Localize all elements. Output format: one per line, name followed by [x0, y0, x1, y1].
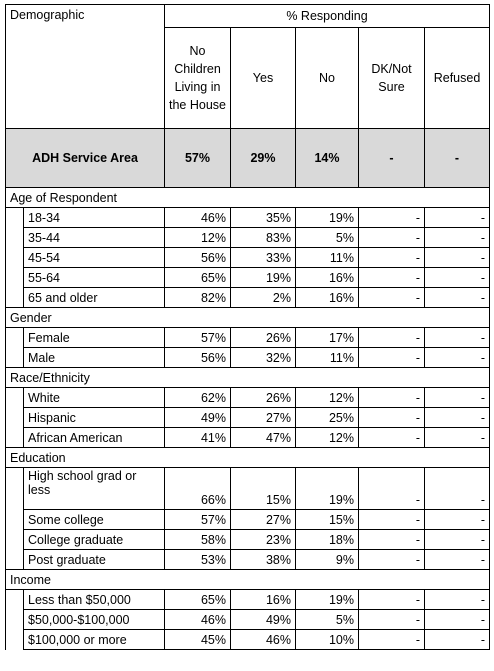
row-value: 16% [231, 590, 296, 610]
service-area-row [6, 129, 490, 188]
table-row [6, 428, 490, 448]
section-title: Gender [6, 308, 490, 328]
row-value: 12% [296, 428, 359, 448]
indent-cell [6, 248, 24, 268]
service-area-value: - [425, 129, 490, 188]
row-label: Some college [24, 510, 165, 530]
row-value: 27% [231, 510, 296, 530]
row-value: 56% [165, 348, 231, 368]
row-value: - [425, 630, 490, 650]
row-value: 19% [296, 208, 359, 228]
row-value: 82% [165, 288, 231, 308]
row-value: 66% [165, 468, 231, 510]
row-value: 12% [165, 228, 231, 248]
row-value: - [359, 550, 425, 570]
row-value: - [359, 530, 425, 550]
row-value: - [359, 590, 425, 610]
row-value: - [425, 348, 490, 368]
table-row [6, 468, 490, 510]
section-header-row [6, 448, 490, 468]
indent-cell [6, 510, 24, 530]
row-value: 15% [296, 510, 359, 530]
row-value: 18% [296, 530, 359, 550]
row-value: - [359, 208, 425, 228]
row-value: - [425, 550, 490, 570]
row-value: - [425, 228, 490, 248]
row-value: - [359, 610, 425, 630]
row-value: - [425, 610, 490, 630]
row-value: 25% [296, 408, 359, 428]
row-value: - [425, 590, 490, 610]
row-value: - [425, 208, 490, 228]
row-value: 15% [231, 468, 296, 510]
row-value: 83% [231, 228, 296, 248]
section-title: Education [6, 448, 490, 468]
row-label: 55-64 [24, 268, 165, 288]
row-label: 18-34 [24, 208, 165, 228]
row-label: White [24, 388, 165, 408]
row-value: 19% [231, 268, 296, 288]
section-header-row [6, 188, 490, 208]
row-value: - [425, 530, 490, 550]
row-value: 53% [165, 550, 231, 570]
row-value: 11% [296, 248, 359, 268]
table-row [6, 248, 490, 268]
table-row [6, 228, 490, 248]
row-value: - [359, 630, 425, 650]
table-row [6, 408, 490, 428]
row-label: High school grad or less [24, 468, 165, 510]
row-value: 38% [231, 550, 296, 570]
table-row [6, 630, 490, 650]
section-header-row [6, 368, 490, 388]
row-value: 46% [231, 630, 296, 650]
row-value: 46% [165, 208, 231, 228]
indent-cell [6, 468, 24, 510]
row-value: 23% [231, 530, 296, 550]
row-value: 5% [296, 228, 359, 248]
table-row [6, 590, 490, 610]
section-header-row [6, 570, 490, 590]
row-value: - [359, 348, 425, 368]
row-value: 46% [165, 610, 231, 630]
indent-cell [6, 630, 24, 650]
row-value: 49% [165, 408, 231, 428]
row-value: - [359, 248, 425, 268]
row-value: - [359, 228, 425, 248]
service-area-value: 57% [165, 129, 231, 188]
service-area-value: - [359, 129, 425, 188]
row-value: 65% [165, 268, 231, 288]
indent-cell [6, 590, 24, 610]
row-label: $50,000-$100,000 [24, 610, 165, 630]
row-value: 17% [296, 328, 359, 348]
indent-cell [6, 428, 24, 448]
section-header-row [6, 308, 490, 328]
indent-cell [6, 550, 24, 570]
row-value: 49% [231, 610, 296, 630]
service-area-label: ADH Service Area [6, 129, 165, 188]
row-label: Less than $50,000 [24, 590, 165, 610]
row-label: Male [24, 348, 165, 368]
row-value: 35% [231, 208, 296, 228]
indent-cell [6, 268, 24, 288]
row-value: - [359, 388, 425, 408]
row-value: 65% [165, 590, 231, 610]
row-value: 16% [296, 288, 359, 308]
indent-cell [6, 288, 24, 308]
indent-cell [6, 610, 24, 630]
survey-table [5, 4, 490, 650]
row-value: 26% [231, 388, 296, 408]
row-value: - [359, 288, 425, 308]
row-value: - [425, 428, 490, 448]
row-label: 65 and older [24, 288, 165, 308]
row-label: Hispanic [24, 408, 165, 428]
row-value: - [425, 288, 490, 308]
row-value: 19% [296, 468, 359, 510]
table-row [6, 348, 490, 368]
row-value: - [425, 510, 490, 530]
row-label: Post graduate [24, 550, 165, 570]
table-row [6, 530, 490, 550]
row-value: 5% [296, 610, 359, 630]
section-title: Race/Ethnicity [6, 368, 490, 388]
row-value: 12% [296, 388, 359, 408]
row-value: 57% [165, 328, 231, 348]
row-value: 58% [165, 530, 231, 550]
row-value: 56% [165, 248, 231, 268]
row-value: 32% [231, 348, 296, 368]
indent-cell [6, 348, 24, 368]
row-value: - [425, 248, 490, 268]
row-value: - [425, 328, 490, 348]
row-value: - [425, 408, 490, 428]
table-row [6, 610, 490, 630]
row-label: $100,000 or more [24, 630, 165, 650]
indent-cell [6, 328, 24, 348]
row-value: 57% [165, 510, 231, 530]
indent-cell [6, 228, 24, 248]
service-area-value: 29% [231, 129, 296, 188]
indent-cell [6, 208, 24, 228]
indent-cell [6, 388, 24, 408]
table-row [6, 328, 490, 348]
column-header-no: No [296, 28, 359, 129]
row-value: 41% [165, 428, 231, 448]
indent-cell [6, 530, 24, 550]
row-value: 2% [231, 288, 296, 308]
row-value: - [425, 388, 490, 408]
row-value: - [359, 408, 425, 428]
section-title: Income [6, 570, 490, 590]
table-row [6, 288, 490, 308]
row-value: 11% [296, 348, 359, 368]
row-label: 45-54 [24, 248, 165, 268]
row-value: - [359, 428, 425, 448]
column-header-yes: Yes [231, 28, 296, 129]
row-value: 47% [231, 428, 296, 448]
table-row [6, 510, 490, 530]
row-label: African American [24, 428, 165, 448]
table-row [6, 388, 490, 408]
row-value: - [359, 468, 425, 510]
column-header-dk: DK/Not Sure [359, 28, 425, 129]
row-value: 45% [165, 630, 231, 650]
row-label: Female [24, 328, 165, 348]
demographic-header: Demographic [6, 5, 165, 129]
responding-header: % Responding [165, 5, 490, 28]
row-value: 16% [296, 268, 359, 288]
table-row [6, 550, 490, 570]
row-value: - [359, 510, 425, 530]
row-label: College graduate [24, 530, 165, 550]
row-value: 33% [231, 248, 296, 268]
indent-cell [6, 408, 24, 428]
table-row [6, 208, 490, 228]
row-value: 19% [296, 590, 359, 610]
row-value: - [425, 468, 490, 510]
row-label: 35-44 [24, 228, 165, 248]
section-title: Age of Respondent [6, 188, 490, 208]
row-value: 10% [296, 630, 359, 650]
row-value: - [359, 328, 425, 348]
column-header-refused: Refused [425, 28, 490, 129]
row-value: 9% [296, 550, 359, 570]
row-value: 26% [231, 328, 296, 348]
row-value: - [425, 268, 490, 288]
row-value: 62% [165, 388, 231, 408]
row-value: 27% [231, 408, 296, 428]
row-value: - [359, 268, 425, 288]
table-row [6, 268, 490, 288]
column-header-no-children: No Children Living in the House [165, 28, 231, 129]
service-area-value: 14% [296, 129, 359, 188]
